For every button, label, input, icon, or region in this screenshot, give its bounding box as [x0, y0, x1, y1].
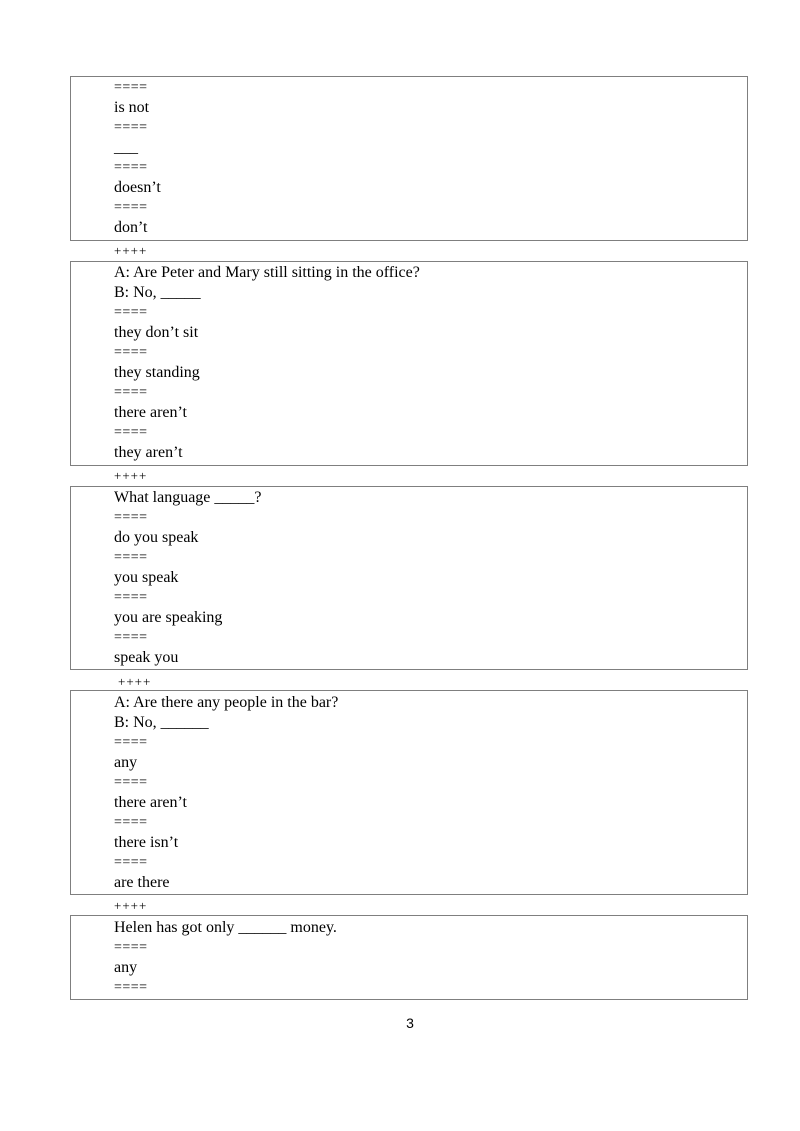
option-text: they don’t sit: [114, 324, 199, 341]
separator: ====: [114, 345, 148, 360]
option-text: there aren’t: [114, 794, 187, 811]
separator: ====: [114, 510, 148, 525]
option-text: they aren’t: [114, 444, 183, 461]
question-box-1: [70, 76, 748, 241]
option-text: are there: [114, 874, 170, 891]
page-number: 3: [406, 1015, 414, 1031]
option-text: doesn’t: [114, 179, 161, 196]
separator: ====: [114, 80, 148, 95]
separator: ====: [114, 855, 148, 870]
option-text: is not: [114, 99, 150, 116]
question-divider: ++++: [114, 898, 148, 913]
option-text: ___: [114, 139, 138, 156]
separator: ====: [114, 160, 148, 175]
separator: ====: [114, 735, 148, 750]
separator: ====: [114, 630, 148, 645]
option-text: don’t: [114, 219, 148, 236]
separator: ====: [114, 120, 148, 135]
separator: ====: [114, 385, 148, 400]
separator: ====: [114, 775, 148, 790]
separator: ====: [114, 425, 148, 440]
question-prompt: B: No, ______: [114, 714, 209, 731]
question-divider: ++++: [114, 468, 148, 483]
question-prompt: A: Are there any people in the bar?: [114, 694, 339, 711]
option-text: there isn’t: [114, 834, 179, 851]
separator: ====: [114, 200, 148, 215]
separator: ====: [114, 815, 148, 830]
option-text: you are speaking: [114, 609, 223, 626]
separator: ====: [114, 590, 148, 605]
separator: ====: [114, 550, 148, 565]
separator: ====: [114, 980, 148, 995]
option-text: they standing: [114, 364, 200, 381]
question-divider: ++++: [114, 243, 148, 258]
question-prompt: What language _____?: [114, 489, 262, 506]
separator: ====: [114, 305, 148, 320]
option-text: do you speak: [114, 529, 199, 546]
option-text: speak you: [114, 649, 179, 666]
separator: ====: [114, 940, 148, 955]
option-text: any: [114, 959, 138, 976]
question-prompt: A: Are Peter and Mary still sitting in the office?: [114, 264, 420, 281]
option-text: there aren’t: [114, 404, 187, 421]
option-text: any: [114, 754, 138, 771]
question-prompt: Helen has got only ______ money.: [114, 919, 337, 936]
option-text: you speak: [114, 569, 179, 586]
question-prompt: B: No, _____: [114, 284, 201, 301]
question-divider: ++++: [118, 674, 152, 689]
